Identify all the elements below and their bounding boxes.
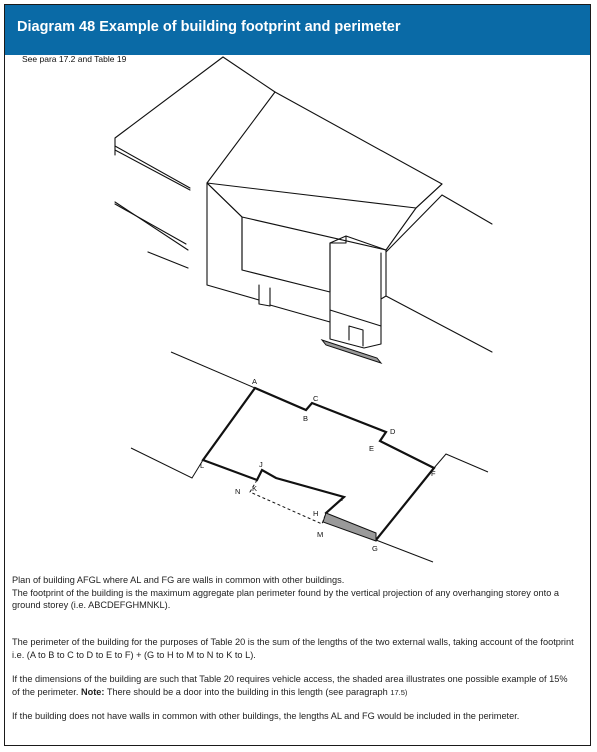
caption-access	[12, 673, 574, 699]
ground-line	[270, 305, 330, 322]
label-K: K	[252, 484, 258, 493]
caption-note-text: There should be a door into the building in this length (see paragraph	[106, 686, 388, 697]
label-I: I	[341, 494, 344, 503]
plan-adjoining-bottom-right	[376, 540, 433, 562]
front-projection	[330, 236, 386, 326]
label-C: C	[313, 394, 319, 403]
label-M: M	[317, 530, 324, 539]
caption-common-walls: If the building does not have walls in common with other buildings, the lengths AL and FG would be included in the perimeter.	[12, 711, 520, 721]
adjoining-building-left-lines	[115, 146, 190, 244]
label-E: E	[369, 444, 375, 453]
caption-access-text: If the dimensions of the building are such that Table 20 requires vehicle access, the shaded area illustrates one possible example of 15% of the perimeter.	[12, 674, 568, 697]
label-J: J	[259, 460, 263, 469]
label-L: L	[200, 461, 205, 470]
caption-plan-line2: The footprint of the building is the maximum aggregate plan perimeter found by the vertical projection of any overhanging storey onto a ground storey (i.e. ABCDEFGHMNKL).	[12, 587, 559, 610]
label-H: H	[313, 509, 319, 518]
label-D: D	[390, 427, 396, 436]
caption-note-label: Note:	[80, 686, 105, 697]
plan-adjoining-top-left	[171, 352, 258, 388]
diagram-title: Diagram 48 Example of building footprint and perimeter	[17, 19, 401, 35]
label-B: B	[303, 414, 309, 423]
door	[349, 326, 363, 346]
caption-note-ref: 17.5)	[390, 687, 408, 697]
upper-shaded-access	[322, 340, 381, 363]
plan-shaded-access	[323, 513, 376, 541]
reference-note: See para 17.2 and Table 19	[22, 54, 127, 64]
plan-adjoining-bottom-left	[131, 448, 203, 478]
caption-plan-line1: Plan of building AFGL where AL and FG are walls in common with other buildings.	[12, 575, 345, 585]
front-lower	[330, 310, 381, 348]
plan-adjoining-top-right	[434, 454, 488, 472]
label-A: A	[252, 377, 258, 386]
caption-plan	[12, 574, 574, 612]
footprint-outline	[203, 388, 434, 540]
entrance-recess	[259, 285, 270, 306]
label-F: F	[431, 469, 436, 478]
label-N: N	[235, 487, 241, 496]
caption-perimeter: The perimeter of the building for the purposes of Table 20 is the sum of the lengths of the two external walls, taking account of the footprint i.e. (A to B to C to D to E to F) + (G to H to M to N to K to L).	[12, 637, 574, 660]
label-G: G	[372, 544, 378, 553]
